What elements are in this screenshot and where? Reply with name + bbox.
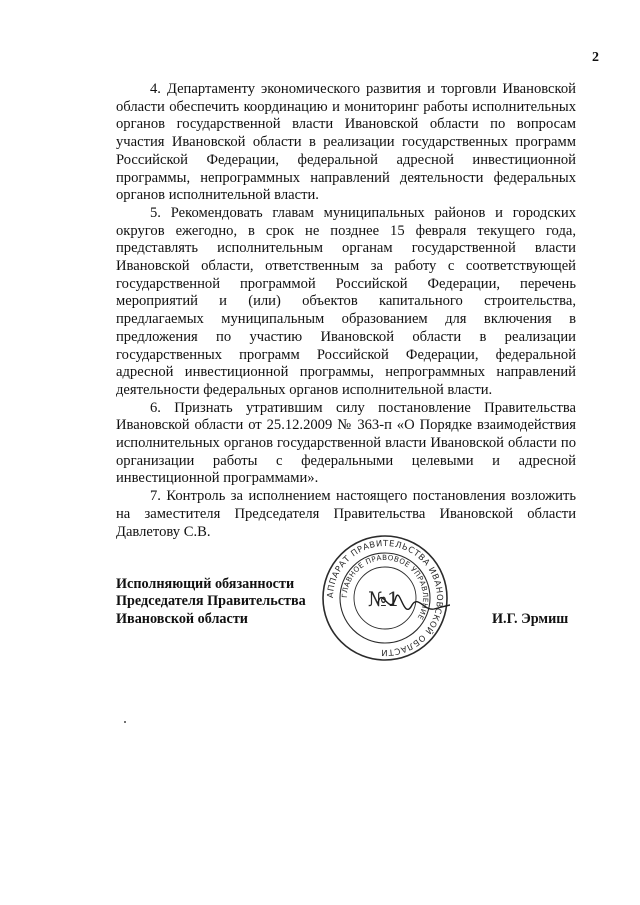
paragraph-7: 7. Контроль за исполнением настоящего постановления возложить на заместителя Председателя Правительства Ивановской области Давлетову С.В. — [116, 488, 576, 540]
paragraph-6: 6. Признать утратившим силу постановление Правительства Ивановской области от 25.12.2009 № 363-п «О Порядке взаимодействия исполнительных органов государственной власти Ивановской области по организации работы с федеральными целевыми и адресной инвестиционной программами». — [116, 399, 576, 487]
signatory-position — [116, 576, 306, 628]
seal-outer-text: АППАРАТ ПРАВИТЕЛЬСТВА ИВАНОВСКОЙ ОБЛАСТИ — [324, 537, 446, 659]
paragraph-5: 5. Рекомендовать главам муниципальных районов и городских округов ежегодно, в срок не позднее 15 февраля текущего года, представлять исполнительным органам государственной власти Ивановской области, ответственным за работу с соответствующей государственной программой Российской Федерации, перечень мероприятий и (или) объектов капитального строительства, предлагаемых муниципальным образованием для включения в предложения по участию Ивановской области в реализации государственных программ Российской Федерации, федеральной адресной инвестиционной программы, непрограммных направлений деятельности федеральных органов исполнительной власти. — [116, 204, 576, 398]
official-seal-stamp — [320, 533, 450, 663]
paragraph-4: 4. Департаменту экономического развития и торговли Ивановской области обеспечить координацию и мониторинг работы исполнительных органов государственной власти Ивановской области по вопросам участия Ивановской области в реализации государственных программ Российской Федерации, федеральной адресной инвестиционной программы, непрограммных направлений деятельности федеральных органов исполнительной власти. — [116, 81, 576, 204]
position-line-3: Ивановской области — [116, 610, 248, 627]
seal-number: №1 — [368, 587, 400, 611]
signer-name: И.Г. Эрмиш — [492, 611, 569, 627]
page-number: 2 — [592, 50, 599, 65]
position-line-2: Председателя Правительства — [116, 593, 306, 610]
stray-mark — [124, 721, 126, 723]
seal-inner-text: ГЛАВНОЕ ПРАВОВОЕ УПРАВЛЕНИЕ — [339, 552, 431, 622]
position-line-1: Исполняющий обязанности — [116, 576, 295, 592]
document-body — [116, 81, 576, 541]
